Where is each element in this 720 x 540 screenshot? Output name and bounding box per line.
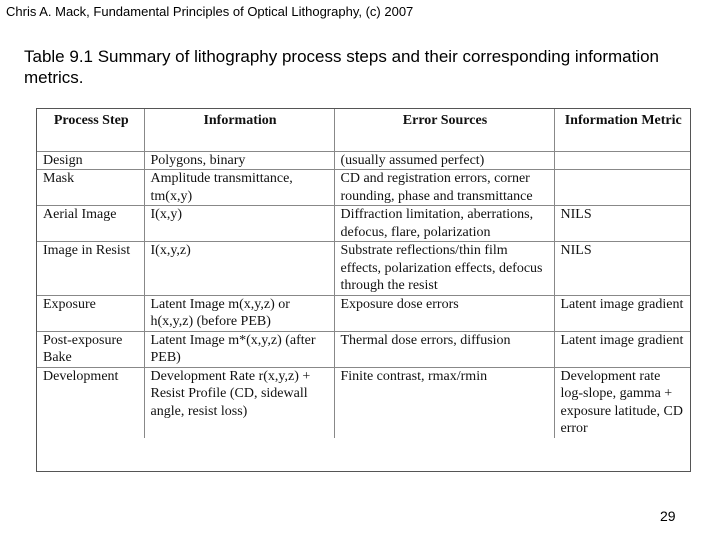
- slide-header: Chris A. Mack, Fundamental Principles of Optical Lithography, (c) 2007: [6, 4, 414, 19]
- cell-information: Development Rate r(x,y,z) + Resist Profile (CD, sidewall angle, resist loss): [144, 367, 334, 438]
- cell-metric: Latent image gradient: [554, 295, 690, 331]
- cell-errors: Finite contrast, rmax/rmin: [334, 367, 554, 438]
- column-header: Process Step: [37, 109, 144, 151]
- cell-information: Polygons, binary: [144, 151, 334, 170]
- cell-information: I(x,y): [144, 206, 334, 242]
- process-steps-table: [36, 108, 691, 472]
- page-number: 29: [660, 508, 676, 524]
- cell-step: Image in Resist: [37, 242, 144, 296]
- cell-step: Exposure: [37, 295, 144, 331]
- cell-step: Aerial Image: [37, 206, 144, 242]
- cell-errors: Exposure dose errors: [334, 295, 554, 331]
- table-row: [37, 331, 690, 367]
- cell-errors: Thermal dose errors, diffusion: [334, 331, 554, 367]
- column-header: Information Metric: [554, 109, 690, 151]
- cell-information: Latent Image m(x,y,z) or h(x,y,z) (before PEB): [144, 295, 334, 331]
- table-row: [37, 151, 690, 170]
- table-row: [37, 170, 690, 206]
- cell-errors: (usually assumed perfect): [334, 151, 554, 170]
- cell-metric: [554, 151, 690, 170]
- table-row: [37, 367, 690, 438]
- cell-step: Mask: [37, 170, 144, 206]
- cell-errors: Diffraction limitation, aberrations, defocus, flare, polarization: [334, 206, 554, 242]
- cell-metric: NILS: [554, 242, 690, 296]
- cell-metric: Latent image gradient: [554, 331, 690, 367]
- table-header-row: [37, 109, 690, 151]
- column-header: Information: [144, 109, 334, 151]
- cell-errors: Substrate reflections/thin film effects, polarization effects, defocus through the resist: [334, 242, 554, 296]
- cell-step: Post-exposure Bake: [37, 331, 144, 367]
- cell-metric: Development rate log-slope, gamma + exposure latitude, CD error: [554, 367, 690, 438]
- column-header: Error Sources: [334, 109, 554, 151]
- table-row: [37, 242, 690, 296]
- cell-information: Latent Image m*(x,y,z) (after PEB): [144, 331, 334, 367]
- table-row: [37, 295, 690, 331]
- table-caption: Table 9.1 Summary of lithography process steps and their corresponding information metrics.: [24, 47, 660, 87]
- cell-errors: CD and registration errors, corner rounding, phase and transmittance: [334, 170, 554, 206]
- table-row: [37, 206, 690, 242]
- cell-step: Development: [37, 367, 144, 438]
- cell-metric: [554, 170, 690, 206]
- cell-information: Amplitude transmittance, tm(x,y): [144, 170, 334, 206]
- cell-step: Design: [37, 151, 144, 170]
- cell-metric: NILS: [554, 206, 690, 242]
- cell-information: I(x,y,z): [144, 242, 334, 296]
